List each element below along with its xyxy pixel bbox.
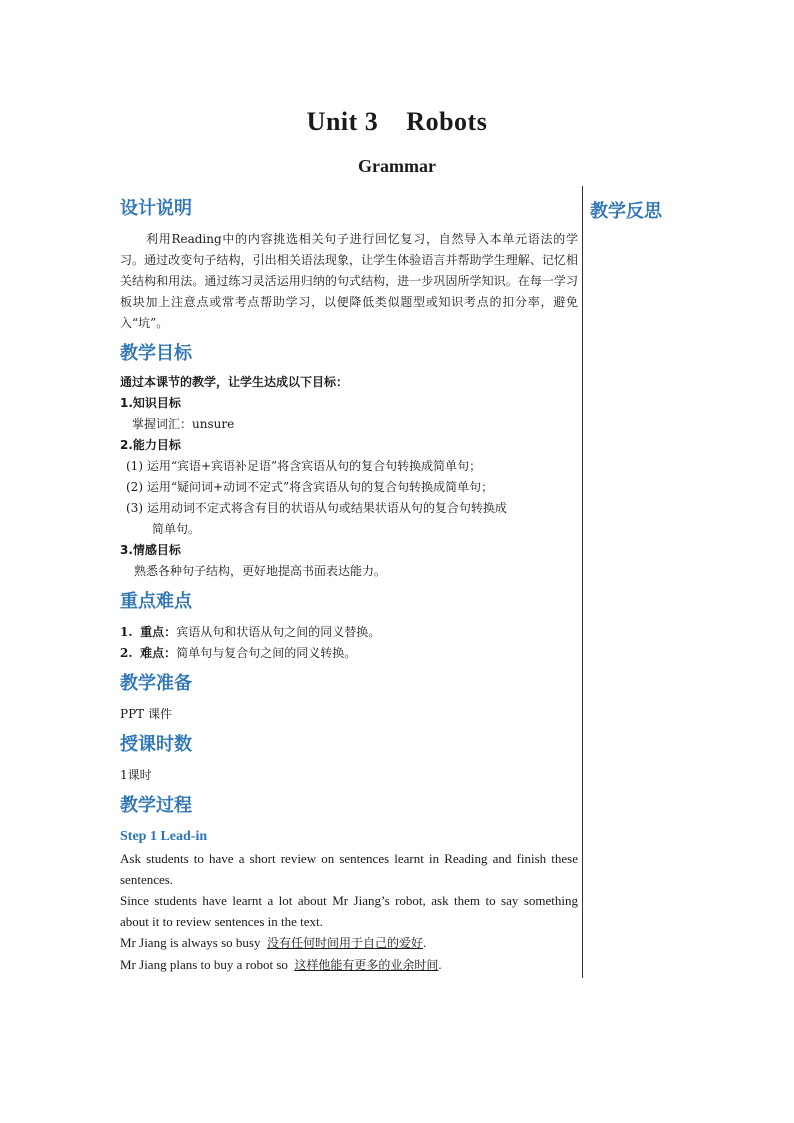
page-title: Unit 3 Robots bbox=[306, 107, 488, 136]
key-point-item: 1. 重点：宾语从句和状语从句之间的同义替换。 bbox=[120, 625, 381, 639]
key-points-heading: 重点难点 bbox=[120, 591, 192, 612]
process-heading: 教学过程 bbox=[120, 795, 192, 816]
hours-text: 1课时 bbox=[120, 768, 152, 782]
step-1-para: Ask students to have a short review on sentences learnt in Reading and finish these sentences. bbox=[120, 851, 578, 887]
knowledge-goal-label: 1.知识目标 bbox=[120, 396, 181, 410]
knowledge-goal-text: 掌握词汇：unsure bbox=[132, 417, 235, 431]
sentence-answer: 没有任何时间用于自己的爱好 bbox=[266, 936, 423, 950]
reflection-heading: 教学反思 bbox=[590, 201, 662, 222]
ability-goal-item: (1) 运用“宾语+宾语补足语”将含宾语从句的复合句转换成简单句； bbox=[126, 459, 482, 473]
ability-goal-item: (3) 运用动词不定式将含有目的状语从句或结果状语从句的复合句转换成 bbox=[126, 501, 507, 515]
ability-goal-label: 2.能力目标 bbox=[120, 438, 181, 452]
step-1-para: Since students have learnt a lot about Mr Jiang’s robot, ask them to say something about it to review sentences in the text. bbox=[120, 893, 578, 929]
example-sentence: Mr Jiang is always so busy 没有任何时间用于自己的爱好. bbox=[120, 935, 427, 950]
prep-text: PPT 课件 bbox=[120, 707, 172, 721]
emotion-goal-text: 熟悉各种句子结构，更好地提高书面表达能力。 bbox=[134, 564, 387, 578]
objectives-intro: 通过本课节的教学，让学生达成以下目标： bbox=[120, 375, 349, 389]
example-sentence: Mr Jiang plans to buy a robot so 这样他能有更多的业余时间. bbox=[120, 957, 442, 972]
step-1-title: Step 1 Lead-in bbox=[120, 829, 208, 844]
column-divider bbox=[582, 186, 583, 978]
emotion-goal-label: 3.情感目标 bbox=[120, 543, 181, 557]
objectives-heading: 教学目标 bbox=[120, 343, 192, 364]
page-subtitle: Grammar bbox=[358, 156, 436, 176]
main-column bbox=[120, 197, 578, 976]
hours-heading: 授课时数 bbox=[120, 734, 192, 755]
ability-goal-item-cont: 简单句。 bbox=[152, 522, 201, 536]
design-note-heading: 设计说明 bbox=[120, 198, 192, 219]
design-note-text: 利用Reading中的内容挑选相关句子进行回忆复习，自然导入本单元语法的学习。通过改变句子结构，引出相关语法现象，让学生体验语言并帮助学生理解、记忆相关结构和用法。通过练习灵活运用归纳的句式结构，进一步巩固所学知识。在每一学习板块加上注意点或常考点帮助学习，以便降低类似题型或知识考点的扣分率，避免入“坑”。 bbox=[120, 232, 578, 330]
key-point-item: 2. 难点：简单句与复合句之间的同义转换。 bbox=[120, 646, 357, 660]
sentence-answer: 这样他能有更多的业余时间 bbox=[294, 958, 439, 972]
prep-heading: 教学准备 bbox=[120, 673, 192, 694]
ability-goal-item: (2) 运用“疑问词+动词不定式”将含宾语从句的复合句转换成简单句； bbox=[126, 480, 494, 494]
